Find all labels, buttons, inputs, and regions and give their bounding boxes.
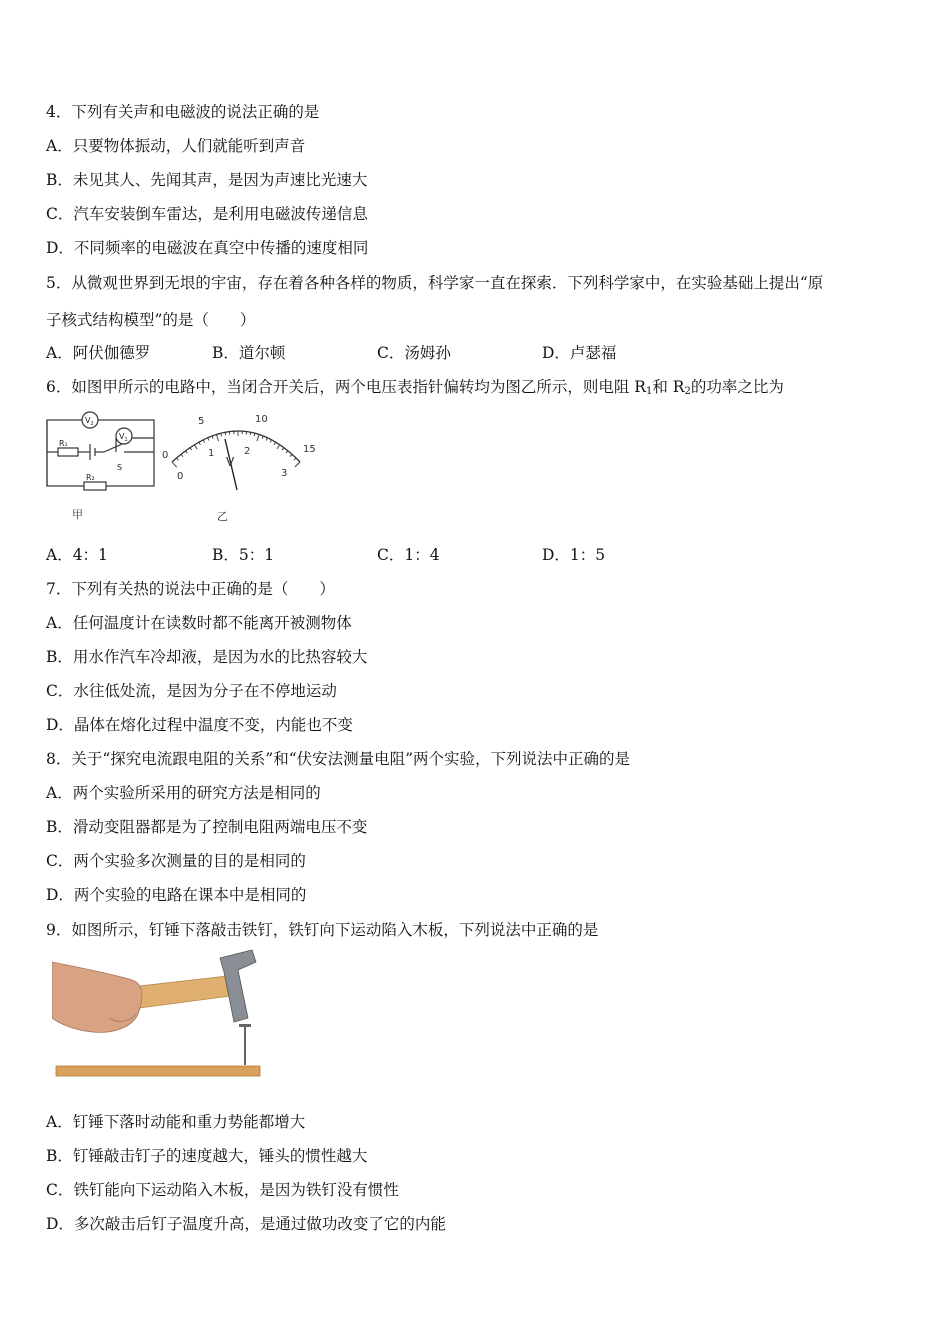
dial-bottom-1: 1 bbox=[208, 448, 215, 459]
dial-tick bbox=[286, 451, 288, 453]
q6-stem: 6．如图甲所示的电路中，当闭合开关后，两个电压表指针偏转均为图乙所示，则电阻 $R_1$和 $R_2$的功率之比为 bbox=[46, 378, 784, 397]
q7-option-b: B．用水作汽车冷却液，是因为水的比热容较大 bbox=[46, 648, 368, 666]
dial-tick bbox=[216, 434, 218, 441]
voltmeter-dial bbox=[160, 406, 320, 526]
dial-top-10: 10 bbox=[255, 414, 268, 425]
dial-tick bbox=[199, 442, 200, 445]
dial-top-15: 15 bbox=[303, 444, 316, 455]
q7-stem: 7．下列有关热的说法中正确的是（ ） bbox=[46, 580, 335, 598]
dial-tick bbox=[282, 448, 284, 450]
switch-label: S bbox=[117, 463, 123, 472]
q6-option-c: C．1：4 bbox=[377, 546, 440, 564]
dial-tick bbox=[262, 436, 263, 439]
dial-tick bbox=[177, 458, 179, 460]
dial-tick bbox=[172, 462, 177, 467]
q4-stem: 4．下列有关声和电磁波的说法正确的是 bbox=[46, 103, 320, 121]
dial-unit: V bbox=[226, 455, 235, 469]
dial-tick bbox=[257, 434, 259, 441]
dial-top-5: 5 bbox=[198, 416, 205, 427]
dial-tick bbox=[186, 451, 188, 453]
dial-zero-top: 0 bbox=[162, 450, 169, 461]
dial-tick bbox=[194, 445, 197, 449]
q7-option-c: C．水往低处流，是因为分子在不停地运动 bbox=[46, 682, 337, 700]
dial-tick bbox=[277, 445, 280, 449]
q4-option-b: B．未见其人、先闻其声，是因为声速比光速大 bbox=[46, 171, 368, 189]
q5-option-c: C．汤姆孙 bbox=[377, 344, 451, 362]
q5-stem-line2: 子核式结构模型”的是（ ） bbox=[46, 311, 256, 329]
q9-option-c: C．铁钉能向下运动陷入木板，是因为铁钉没有惯性 bbox=[46, 1181, 399, 1199]
dial-tick bbox=[212, 436, 213, 439]
v1-label: $V_1$ bbox=[119, 432, 128, 443]
dial-tick bbox=[295, 462, 300, 467]
dial-tick bbox=[290, 454, 292, 456]
q9-option-d: D．多次敲击后钉子温度升高，是通过做功改变了它的内能 bbox=[46, 1215, 446, 1233]
dial-tick bbox=[266, 438, 267, 441]
dial-tick bbox=[225, 432, 226, 435]
q7-option-d: D．晶体在熔化过程中温度不变，内能也不变 bbox=[46, 716, 353, 734]
q8-option-c: C．两个实验多次测量的目的是相同的 bbox=[46, 852, 306, 870]
r1-label: R₁ bbox=[59, 439, 68, 448]
circuit-diagram bbox=[44, 408, 164, 526]
dial-tick bbox=[270, 440, 271, 443]
q4-option-a: A．只要物体振动，人们就能听到声音 bbox=[46, 137, 306, 155]
v2-label: $V_2$ bbox=[85, 416, 94, 427]
dial-bottom-3: 3 bbox=[281, 468, 288, 479]
q8-stem: 8．关于“探究电流跟电阻的关系”和“伏安法测量电阻”两个实验，下列说法中正确的是 bbox=[46, 750, 631, 768]
dial-tick bbox=[274, 442, 276, 445]
q9-option-b: B．钉锤敲击钉子的速度越大，锤头的惯性越大 bbox=[46, 1147, 368, 1165]
hammer-nail-illustration bbox=[52, 948, 264, 1082]
q5-options bbox=[46, 343, 906, 363]
q8-option-a: A．两个实验所采用的研究方法是相同的 bbox=[46, 784, 321, 802]
q4-option-c: C．汽车安装倒车雷达，是利用电磁波传递信息 bbox=[46, 205, 368, 223]
q5-option-b: B．道尔顿 bbox=[212, 344, 286, 362]
dial-tick bbox=[190, 448, 192, 450]
q9-stem: 9．如图所示，钉锤下落敲击铁钉，铁钉向下运动陷入木板，下列说法中正确的是 bbox=[46, 921, 599, 939]
figure-yi-caption: 乙 bbox=[217, 510, 228, 523]
q9-option-a: A．钉锤下落时动能和重力势能都增大 bbox=[46, 1113, 306, 1131]
q5-stem-line1: 5．从微观世界到无垠的宇宙，存在着各种各样的物质，科学家一直在探索．下列科学家中，在实验基础上提出“原 bbox=[46, 274, 824, 292]
q5-option-d: D．卢瑟福 bbox=[542, 344, 617, 362]
q8-option-b: B．滑动变阻器都是为了控制电阻两端电压不变 bbox=[46, 818, 368, 836]
dial-bottom-0: 0 bbox=[177, 471, 184, 482]
dial-tick bbox=[208, 438, 209, 441]
r2-label: R₂ bbox=[86, 473, 95, 482]
dial-tick bbox=[181, 454, 183, 456]
q8-option-d: D．两个实验的电路在课本中是相同的 bbox=[46, 886, 307, 904]
dial-bottom-2: 2 bbox=[244, 446, 251, 457]
q6-option-d: D．1：5 bbox=[542, 546, 606, 564]
q6-option-a: A．4：1 bbox=[46, 546, 108, 564]
dial-tick bbox=[294, 458, 296, 460]
q7-option-a: A．任何温度计在读数时都不能离开被测物体 bbox=[46, 614, 352, 632]
q6-options bbox=[46, 545, 906, 565]
q4-option-d: D．不同频率的电磁波在真空中传播的速度相同 bbox=[46, 239, 369, 257]
q5-option-a: A．阿伏伽德罗 bbox=[46, 344, 151, 362]
figure-jia-caption: 甲 bbox=[72, 508, 83, 521]
dial-tick bbox=[203, 440, 204, 443]
dial-tick bbox=[250, 432, 251, 435]
q6-option-b: B．5：1 bbox=[212, 546, 275, 564]
